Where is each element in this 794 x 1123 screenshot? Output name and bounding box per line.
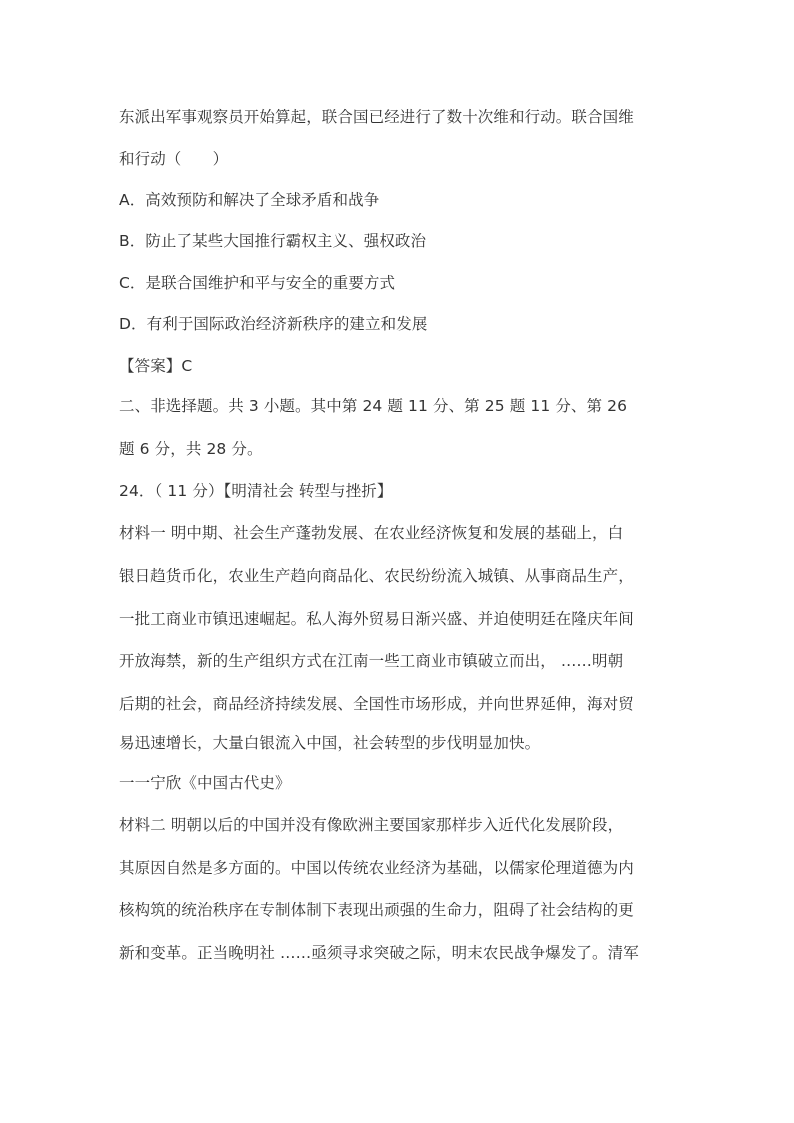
option-a: A．高效预防和解决了全球矛盾和战争 [119,191,380,209]
material-1-line: 后期的社会，商品经济持续发展、全国性市场形成，并向世界延伸，海对贸 [119,695,634,713]
option-c: C．是联合国维护和平与安全的重要方式 [119,274,396,292]
material-1-line: 银日趋货币化，农业生产趋向商品化、农民纷纷流入城镇、从事商品生产， [119,567,634,585]
material-1-line: 材料一 明中期、社会生产蓬勃发展、在农业经济恢复和发展的基础上，白 [119,524,624,542]
question-23-stem-line-1: 东派出军事观察员开始算起，联合国已经进行了数十次维和行动。联合国维 [119,108,634,126]
material-2-line: 核构筑的统治秩序在专制体制下表现出顽强的生命力，阻碍了社会结构的更 [119,901,634,919]
question-24-title: 24．（ 11 分）【明清社会 转型与挫折】 [119,482,393,500]
material-2-line: 材料二 明朝以后的中国并没有像欧洲主要国家那样步入近代化发展阶段， [119,816,624,834]
material-1-line: 一批工商业市镇迅速崛起。私人海外贸易日渐兴盛、并迫使明廷在隆庆年间 [119,610,634,628]
section-two-heading-line-1: 二、非选择题。共 3 小题。其中第 24 题 11 分、第 25 题 11 分、第 26 [119,397,628,415]
answer-line: 【答案】C [119,357,193,375]
section-two-heading-line-2: 题 6 分，共 28 分。 [119,440,263,458]
question-23-stem-line-2: 和行动（ ） [119,150,229,168]
material-1-line: 易迅速增长，大量白银流入中国，社会转型的步伐明显加快。 [119,734,541,752]
material-1-source: 一一宁欣《中国古代史》 [119,774,291,792]
material-2-line: 新和变革。正当晚明社 ……亟须寻求突破之际，明末农民战争爆发了。清军 [119,944,639,962]
option-d: D．有利于国际政治经济新秩序的建立和发展 [119,315,428,333]
material-2-line: 其原因自然是多方面的。中国以传统农业经济为基础，以儒家伦理道德为内 [119,859,634,877]
material-1-line: 开放海禁，新的生产组织方式在江南一些工商业市镇破立而出， ……明朝 [119,652,624,670]
option-b: B．防止了某些大国推行霸权主义、强权政治 [119,232,427,250]
